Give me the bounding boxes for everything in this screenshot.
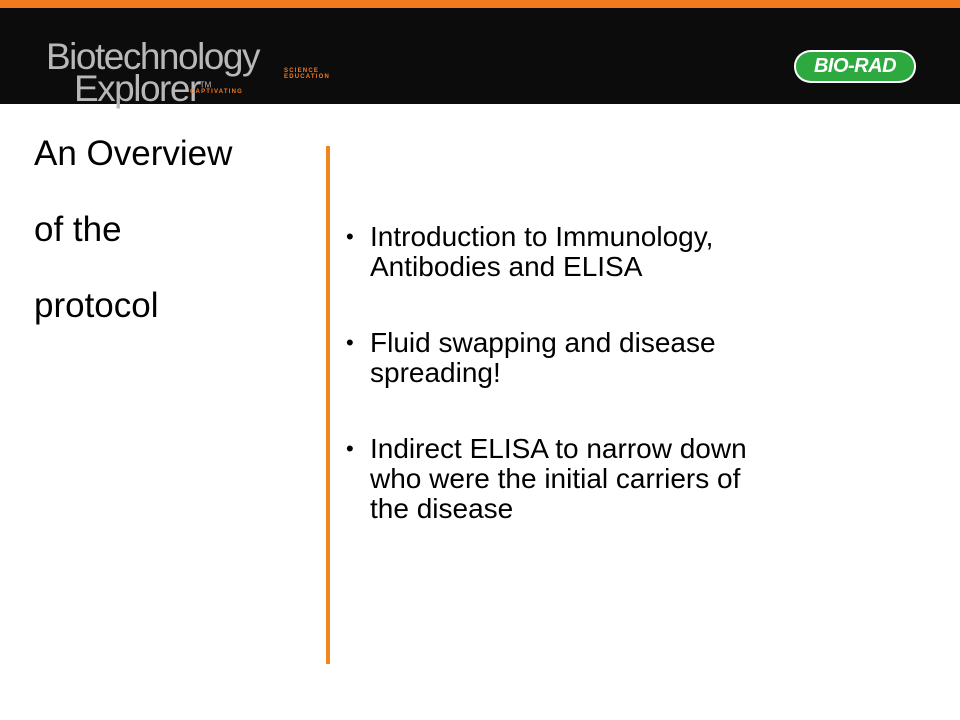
slide-title [34,134,294,362]
title-line-2: of the [34,210,122,249]
title-line-1: An Overview [34,134,233,173]
bullet-text-line: who were the initial carriers of [370,463,741,494]
bio-rad-logo-text: BIO-RAD [813,55,897,77]
brand-line-2-text: Explorer [74,68,200,109]
bullet-text-line: Antibodies and ELISA [370,251,643,282]
bullet-text-line: Introduction to Immunology, [370,221,714,252]
title-line-3: protocol [34,286,159,325]
bullet-list [346,222,926,570]
header-band [0,8,960,109]
brand-trademark: TM [199,80,212,90]
bullet-item [346,434,926,524]
bullet-item [346,222,926,282]
bullet-marker: • [346,330,354,355]
bullet-text-line: spreading! [370,357,501,388]
tagline-science-education: SCIENCE EDUCATION [284,68,331,80]
bullet-text-line: the disease [370,493,514,524]
brand-line-1: Biotechnology [46,36,259,77]
bullet-text-line: Fluid swapping and disease [370,327,716,358]
top-accent-stripe [0,0,960,8]
bullet-item [346,328,926,388]
bullet-text-line: Indirect ELISA to narrow down [370,433,747,464]
tagline-captivating: CAPTIVATING [190,89,243,95]
biotechnology-explorer-logo [46,28,346,108]
vertical-divider [326,146,330,664]
bio-rad-logo [794,50,916,83]
bullet-marker: • [346,436,354,461]
bullet-marker: • [346,224,354,249]
